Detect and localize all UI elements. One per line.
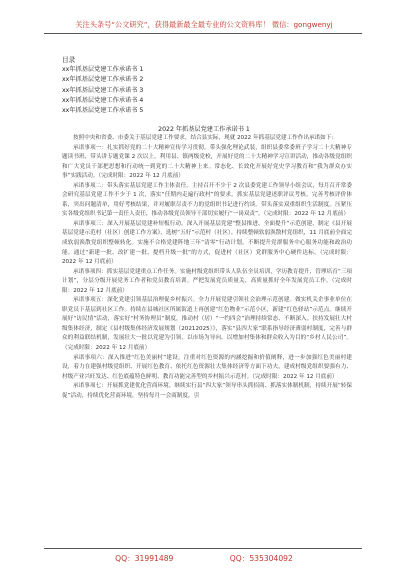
page-footer <box>0 553 408 564</box>
toc-item[interactable]: xx年抓基层党建工作承诺书 3 <box>62 86 144 94</box>
paragraph-commitment-5: 承诺事项五：深化党建引领基层治理促乡村振兴。全力开展党建引领社会治理示范创建。做实机关企事业单位在职党员下基层到社区工作。持续在县城社区所属街道上再创建“红色物业”示范小区，新建“红色驿站”示范点。继续开展好“访民情”活动，落实好“村务协理员”制度，推动村（居）“一约四会”治理持续常态、不断深入。扶持发展壮大村级集体经济，制定《县村级集体经济发展规划（20212025）》，落实“县四大家”联系指导经济薄弱村制度，完善与群众的利益联结机制，发展壮大一批以党建为引领、以市场为导向、以增加村集体和群众收入为目的“乡村人民公司”。（完成时限：2022 年 12 月底前） <box>62 297 352 352</box>
paragraph-commitment-7: 承诺事项七：开展抓党建优化营商环境。继续实行县“四大家”领导串头抓招商、抓落实体制机制，持续开展“转保促”活动，持续优化营商环境，坚持每月一会商制度，引 <box>62 383 352 399</box>
toc-item[interactable]: xx年抓基层党建工作承诺书 5 <box>62 107 144 115</box>
footer-divider <box>44 548 362 549</box>
footer-qq-2: QQ：535304092 <box>229 554 293 563</box>
toc-item[interactable]: xx年抓基层党建工作承诺书 4 <box>62 96 144 104</box>
toc-item[interactable]: xx年抓基层党建工作承诺书 2 <box>62 76 144 84</box>
paragraph-intro: 按照中央和省委、市委关于基层党建工作要求，结合县实际，现就 2022 年抓基层党建工作作出承诺如下： <box>73 135 337 141</box>
header-divider <box>44 33 362 34</box>
paragraph-commitment-4: 承诺事项四：抓实基层党建重点工作任务。实施村级党组织带头人队伍全员培训，学历教育提升，管理培育“三项计划”，分层分级开展党务工作者和党员教育培训。严把发展党员质量关，高质量抓好全年发展党员工作。（完成时限：2022 年 12 月底前） <box>62 268 352 294</box>
toc-title: 目录 <box>62 56 76 64</box>
toc-item[interactable]: xx年抓基层党建工作承诺书 1 <box>62 66 144 74</box>
paragraph-commitment-3: 承诺事项三：深入开展基层党建补短板行动。深入开展基层党建“整县推进、全面提升”示范创建，制定《县开展基层党建示范村（社区）创建工作方案》，选树“五好”示范村（社区）。持续整顿软弱涣散村党组织，11 月底前全面完成软弱涣散党组织整顿转化。实施不合格党建阵地三年“清零”行动计划，不断提升党群服务中心服务功能和政治功能。通过“新建一批、改扩建一批、提档升级一批”的方式，促进村（社区）党群服务中心硬件达标。（完成时限：2022 年 12 月底前） <box>62 220 352 266</box>
paragraph-commitment-2: 承诺事项二：带头落实基层党建工作主体责任。主持召开不少于 2 次县委党建工作领导小组会议，每月召开常委会研究基层党建工作不少于 1 次，落实“任期内走遍行政村”的要求。抓实基层党建述职评议考核，完善考核评价体系，突出问题清单，用好考核结果，并对履职尽责不力的党组织书记进行约谈。带头落实双重组织生活制度。压紧压实各级党组织书记第一责任人责任，推动各级党员领导干部切实履行“一岗双责”。（完成时限：2022 年 12 月底前） <box>62 182 352 218</box>
paragraph-commitment-1: 承诺事项一：扎实抓好党的二十大精神宣传学习贯彻。带头强化理论武装，组织县委常委班子学习二十大精神专题读书班，带头讲专题党课 2 次以上。利用县、镇两级党校，开展好党的二十大精神学习宣讲活动，推动各级党组织和广大党员干部把思想和行动统一到党的二十大精神上来。常态化、长效化开展好党史学习教育和“我为群众办实事”实践活动。（完成时限：2022 年 12 月底前） <box>62 144 352 180</box>
page-header: 关注头条号“公文研究”，获得最新最全最专业的公文资料库！ 微信：gongwenyj <box>75 20 333 29</box>
document-title: 2022 年抓基层党建工作承诺书 1 <box>158 126 250 133</box>
footer-qq-1: QQ：31991489 <box>115 554 174 563</box>
document-body <box>62 134 352 401</box>
table-of-contents <box>62 55 143 116</box>
paragraph-commitment-6: 承诺事项六：深入推进“红色美丽村”建设。注重对红色资源的内涵挖掘和价值阐释，进一步加强红色美丽村建设，着力在建强村级党组织、开展红色教育、依托红色资源壮大集体经济等方面下功夫，建成村级党组织要强有力、村级产业兴旺发达、红色底蕴特色鲜明、教育功能完善型的乡村振兴示范村。（完成时限：2022 年 12 月底前） <box>62 354 352 380</box>
